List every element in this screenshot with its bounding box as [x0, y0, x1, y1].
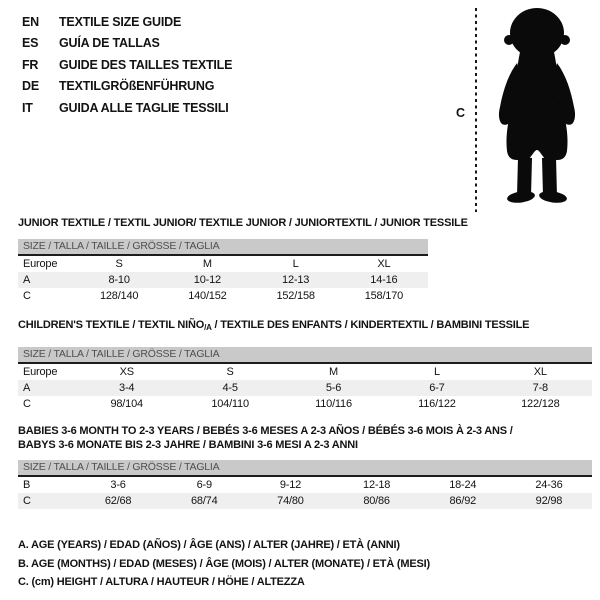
table-row-age	[18, 272, 428, 288]
table-row-height	[18, 396, 592, 412]
months-cell: 6-9	[196, 479, 212, 491]
height-cell: 128/140	[99, 290, 139, 302]
size-cell: XS	[119, 366, 134, 378]
height-cell: 86/92	[449, 495, 477, 507]
size-cell: M	[329, 366, 338, 378]
age-cell: 6-7	[429, 382, 445, 394]
language-code: IT	[22, 100, 33, 115]
months-cell: 12-18	[363, 479, 391, 491]
age-cell: 3-4	[119, 382, 135, 394]
note-c: C. (cm) HEIGHT / ALTURA / HAUTEUR / HÖHE / ALTEZZA	[18, 576, 305, 588]
height-dotted-line	[475, 8, 477, 212]
height-cell: 98/104	[110, 398, 143, 410]
size-header-band: SIZE / TALLA / TAILLE / GRÖSSE / TAGLIA	[18, 347, 592, 364]
language-code: ES	[22, 36, 39, 51]
language-title: GUIDE DES TAILLES TEXTILE	[59, 57, 233, 72]
babies-table	[18, 460, 592, 509]
age-cell: 12-13	[282, 274, 310, 286]
size-cell: S	[115, 258, 123, 270]
height-cell: 140/152	[188, 290, 227, 302]
row-label: Europe	[23, 366, 58, 378]
language-code: EN	[22, 14, 39, 29]
row-label: Europe	[23, 258, 58, 270]
age-cell: 10-12	[193, 274, 221, 286]
months-cell: 9-12	[279, 479, 302, 491]
legend-notes	[18, 536, 430, 592]
language-code: FR	[22, 57, 39, 72]
size-cell: L	[292, 258, 299, 270]
age-cell: 14-16	[370, 274, 398, 286]
children-title-post: / TEXTILE DES ENFANTS / KINDERTEXTIL / BAMBINI TESSILE	[211, 319, 530, 331]
height-cell: 152/158	[276, 290, 315, 302]
height-cell: 68/74	[190, 495, 218, 507]
size-cell: L	[433, 366, 440, 378]
height-cell: 80/86	[363, 495, 390, 507]
children-table	[18, 347, 592, 412]
row-label: C	[23, 290, 31, 302]
size-cell: XL	[533, 366, 547, 378]
language-code: DE	[22, 79, 39, 94]
row-label: B	[23, 479, 31, 491]
language-title: GUÍA DE TALLAS	[59, 36, 160, 51]
row-label: A	[23, 274, 31, 286]
language-title: TEXTILGRÖßENFÜHRUNG	[59, 79, 215, 94]
children-title-pre: CHILDREN'S TEXTILE / TEXTIL NIÑO	[18, 319, 205, 331]
note-a: A. AGE (YEARS) / EDAD (AÑOS) / ÂGE (ANS) / ALTER (JAHRE) / ETÀ (ANNI)	[18, 539, 400, 551]
height-cell: 158/170	[364, 290, 404, 302]
height-cell: 116/122	[418, 398, 456, 410]
babies-table-title	[18, 424, 513, 452]
note-b: B. AGE (MONTHS) / EDAD (MESES) / ÂGE (MOIS) / ALTER (MONATE) / ETÀ (MESI)	[18, 557, 430, 570]
table-row-height	[18, 493, 592, 509]
language-title: GUIDA ALLE TAGLIE TESSILI	[59, 100, 229, 115]
language-title: TEXTILE SIZE GUIDE	[59, 14, 182, 29]
table-row-height	[18, 288, 428, 304]
junior-table-title: JUNIOR TEXTILE / TEXTIL JUNIOR/ TEXTILE JUNIOR / JUNIORTEXTIL / JUNIOR TESSILE	[18, 217, 468, 229]
size-header-band: SIZE / TALLA / TAILLE / GRÖSSE / TAGLIA	[18, 239, 428, 256]
height-cell: 104/110	[211, 398, 249, 410]
junior-table	[18, 239, 428, 304]
size-cell: XL	[377, 258, 391, 270]
language-row-en	[22, 11, 232, 33]
height-cell: 110/116	[315, 398, 352, 410]
babies-title-line1: BABIES 3-6 MONTH TO 2-3 YEARS / BEBÉS 3-6 MESES A 2-3 AÑOS / BÉBÉS 3-6 MOIS À 2-3 ANS /	[18, 425, 513, 437]
size-header-band: SIZE / TALLA / TAILLE / GRÖSSE / TAGLIA	[18, 460, 592, 477]
baby-silhouette-icon	[487, 6, 592, 208]
language-row-fr	[22, 54, 232, 76]
table-row-months	[18, 477, 592, 493]
height-measure-label: C	[456, 106, 466, 120]
size-cell: S	[226, 366, 234, 378]
height-cell: 74/80	[277, 495, 304, 507]
row-label: C	[23, 495, 31, 507]
language-row-es	[22, 33, 232, 55]
height-cell: 62/68	[104, 495, 132, 507]
children-title-sub: /A	[204, 323, 212, 332]
table-row-europe	[18, 364, 592, 380]
age-cell: 7-8	[532, 382, 548, 394]
months-cell: 24-36	[535, 479, 563, 491]
row-label: A	[23, 382, 31, 394]
months-cell: 3-6	[110, 479, 126, 491]
height-cell: 92/98	[535, 495, 563, 507]
babies-title-line2: BABYS 3-6 MONATE BIS 2-3 JAHRE / BAMBINI 3-6 MESI A 2-3 ANNI	[18, 439, 358, 451]
age-cell: 5-6	[325, 382, 342, 394]
age-cell: 8-10	[108, 274, 130, 286]
size-cell: M	[202, 258, 212, 270]
age-cell: 4-5	[222, 382, 238, 394]
table-row-age	[18, 380, 592, 396]
months-cell: 18-24	[449, 479, 477, 491]
row-label: C	[23, 398, 31, 410]
language-row-it	[22, 97, 232, 119]
children-table-title	[18, 319, 529, 332]
table-row-europe	[18, 256, 428, 272]
height-cell: 122/128	[521, 398, 560, 410]
language-row-de	[22, 76, 232, 98]
language-list	[22, 11, 232, 119]
